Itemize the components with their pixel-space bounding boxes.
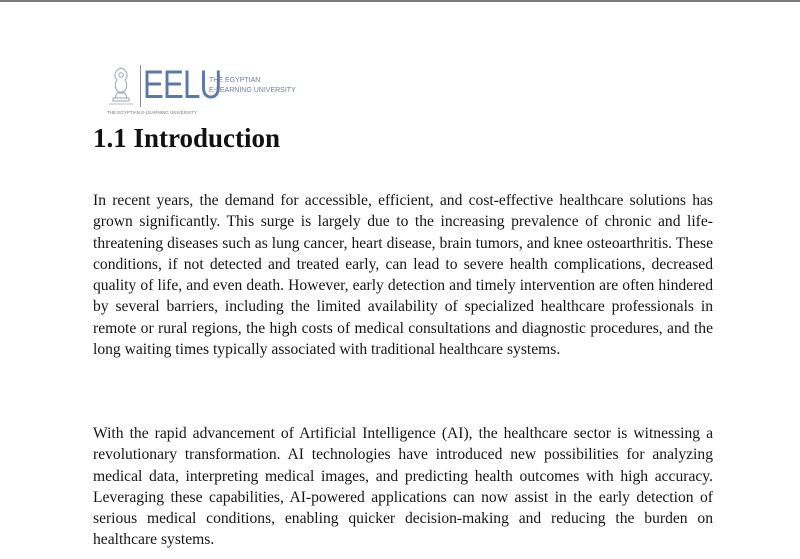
logo-university-name bbox=[209, 76, 296, 96]
section-heading: 1.1 Introduction bbox=[93, 123, 281, 153]
logo-name-line2: E-LEARNING UNIVERSITY bbox=[209, 87, 296, 94]
body-paragraph: In recent years, the demand for accessible, efficient, and cost-effective healthcare solutions has grown significantly. This surge is largely due to the increasing prevalence of chronic and life-threatening diseases such as lung cancer, heart disease, brain tumors, and knee osteoarthritis. These conditions, if not detected and treated early, can lead to severe health complications, decreased quality of life, and even death. However, early detection and timely intervention are often hindered by several barriers, including the limited availability of specialized healthcare professionals in remote or rural regions, the high costs of medical consultations and diagnostic procedures, and the long waiting times typically associated with traditional healthcare systems. bbox=[93, 192, 713, 359]
document-page bbox=[0, 2, 800, 559]
logo-divider bbox=[140, 65, 141, 107]
body-paragraph: With the rapid advancement of Artificial Intelligence (AI), the healthcare sector is witnessing a revolutionary transformation. AI technologies have introduced new possibilities for analyzing medical data, interpreting medical images, and predicting health outcomes with high accuracy. Leveraging these capabilities, AI-powered applications can now assist in the early detection of serious medical conditions, enabling quicker decision-making and reducing the burden on healthcare systems. bbox=[93, 425, 713, 549]
lamp-emblem-icon bbox=[103, 62, 139, 108]
university-logo bbox=[103, 62, 296, 122]
logo-name-line1: THE EGYPTIAN bbox=[209, 77, 261, 84]
logo-tagline: THE EGYPTIAN E-LEARNING UNIVERSITY bbox=[107, 110, 198, 115]
logo-wordmark: EELU bbox=[143, 63, 222, 107]
